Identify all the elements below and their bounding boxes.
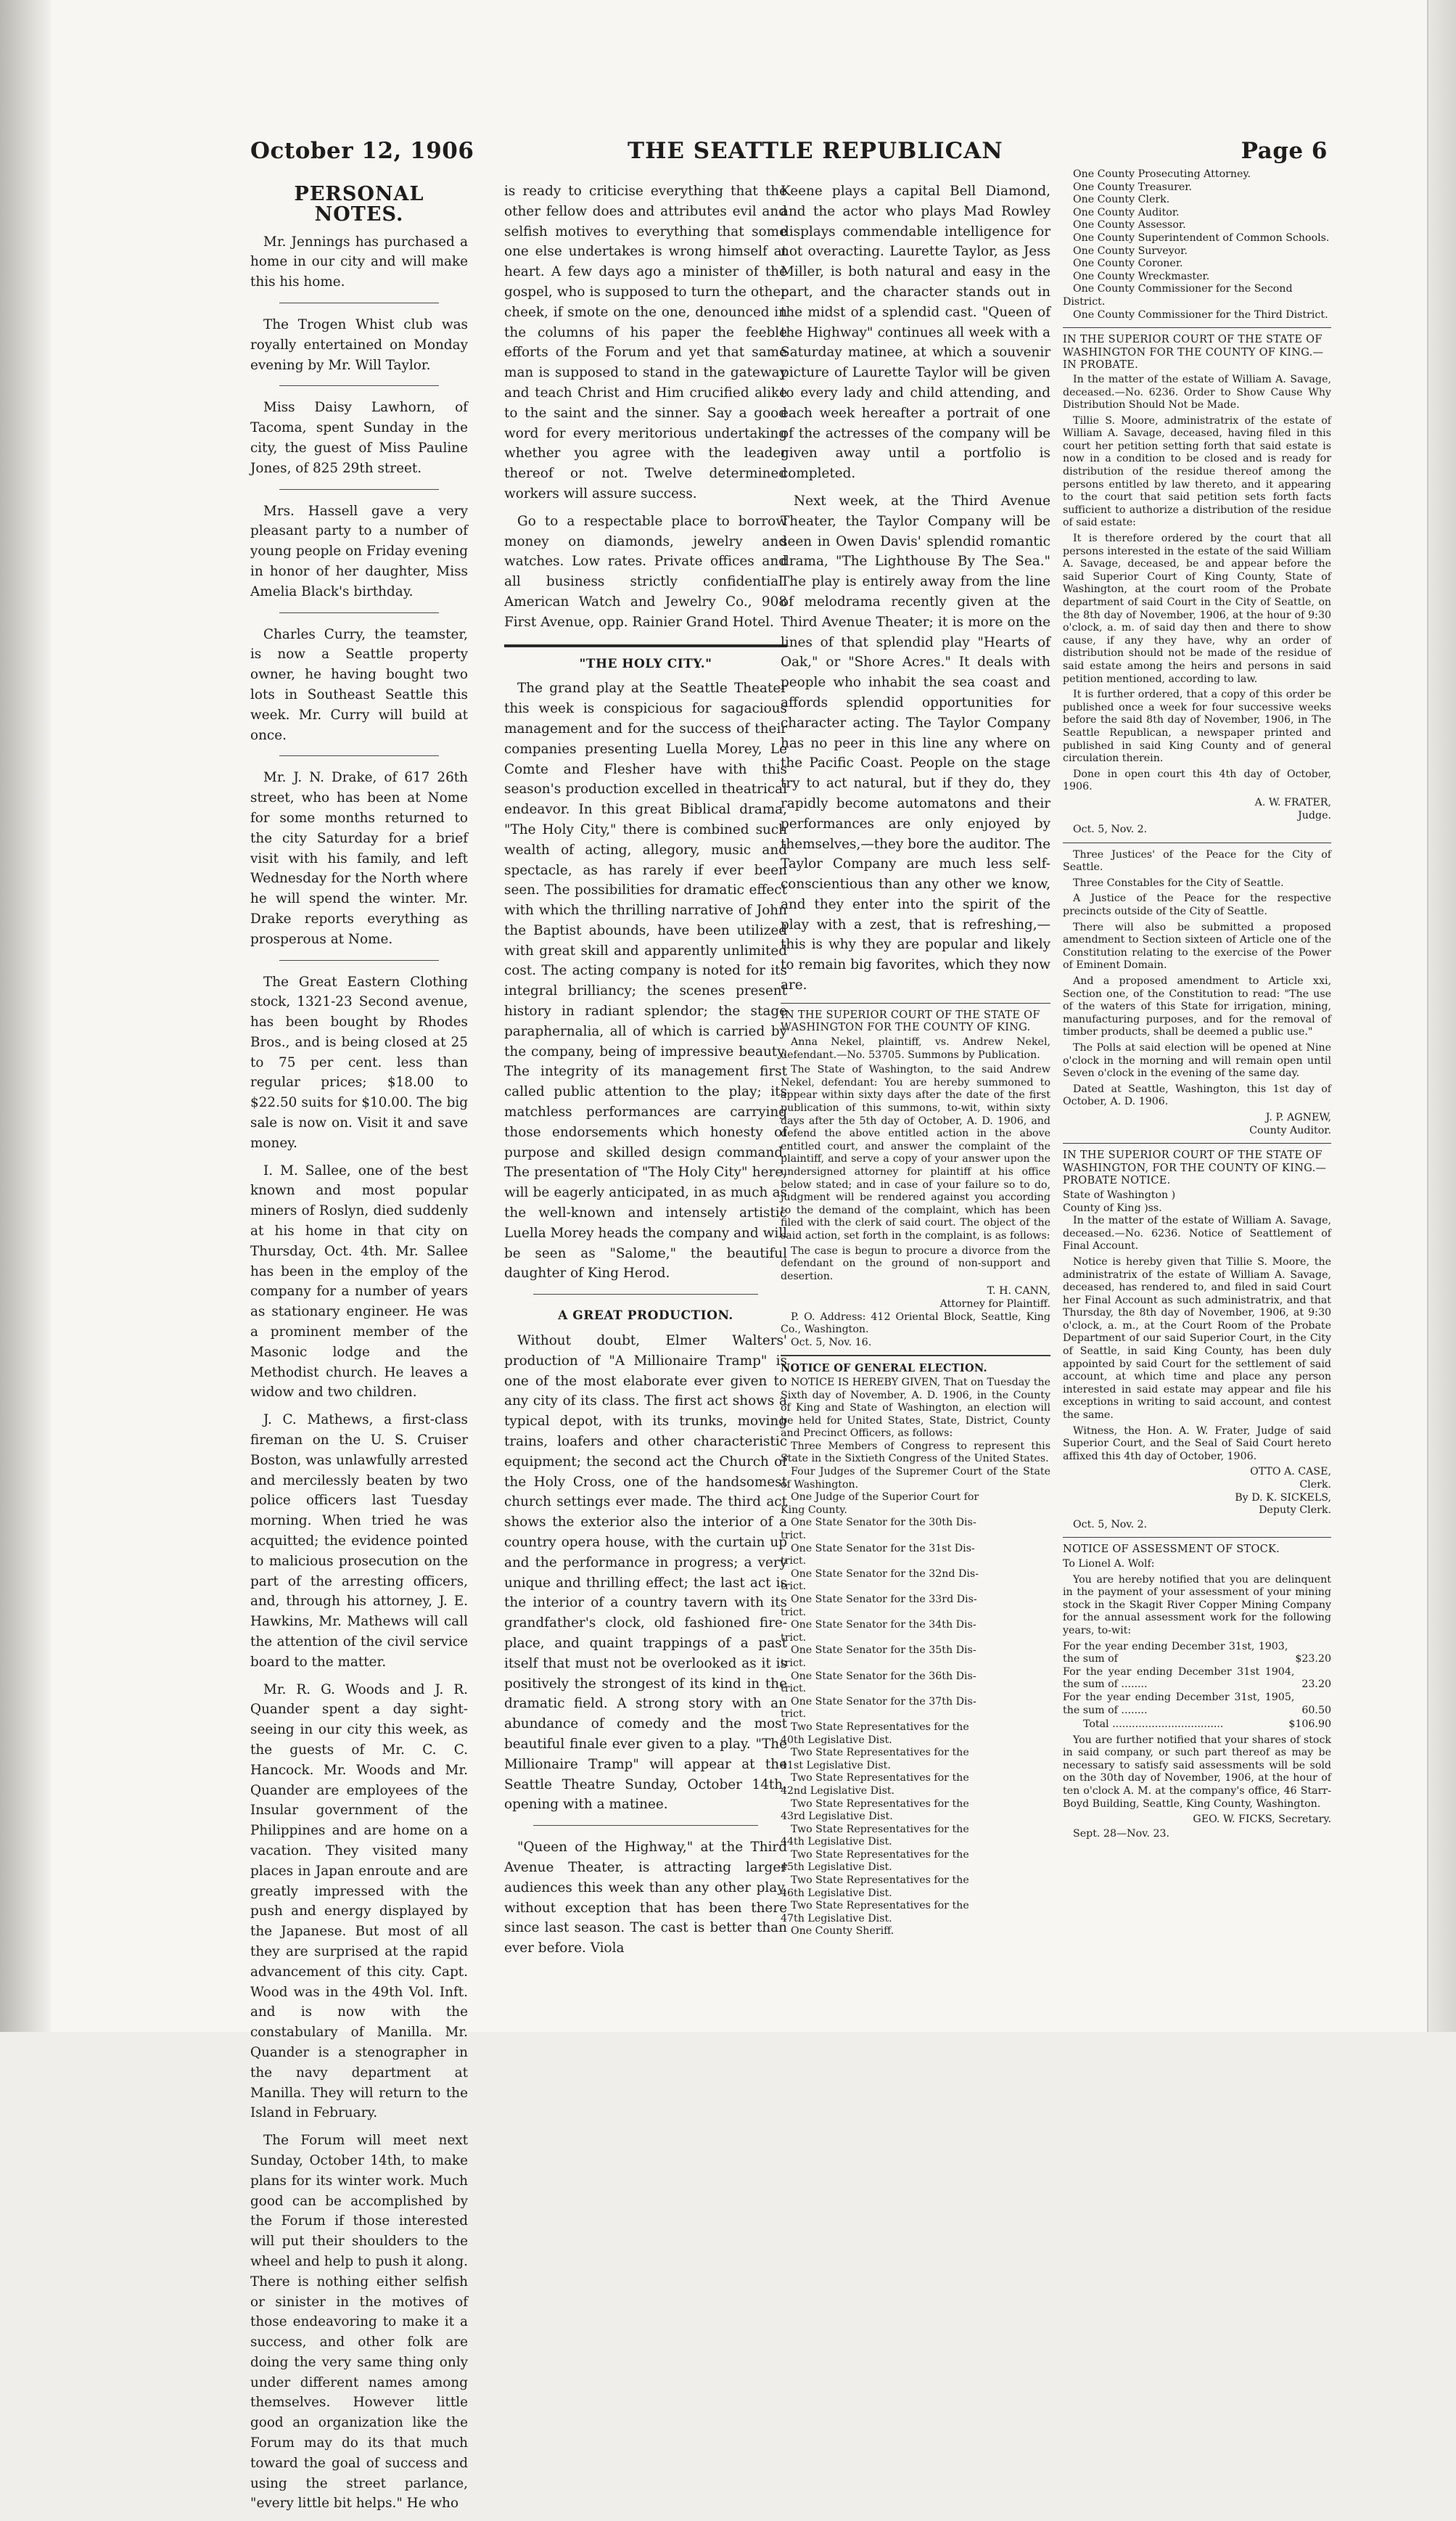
office-entry-line2: 44th Legislative Dist. — [781, 1836, 892, 1848]
clerk-name: OTTO A. CASE, — [1250, 1466, 1331, 1478]
probate-order-body — [1063, 374, 1331, 794]
note-item: The Great Eastern Clothing stock, 1321-23 Second avenue, has been bought by Rhodes Bros., and is being closed at 25 to 75 per cent. less than regular prices; $18.00 to $22.50 suits for $10.00. The big sale is now on. Visit it and save money. — [250, 974, 468, 1151]
office-entry-line1: One State Senator for the 31st Dis- — [791, 1542, 975, 1554]
office-entry — [781, 1900, 1050, 1925]
note-item: Miss Daisy Lawhorn, of Tacoma, spent Sunday in the city, the guest of Miss Pauline Jones, of 825 29th street. — [250, 400, 468, 476]
legal-rule — [781, 1355, 1050, 1356]
office-entry — [781, 1721, 1050, 1747]
probate-order-paragraph: Done in open court this 4th day of October, 1906. — [1063, 768, 1331, 793]
separator — [279, 385, 439, 386]
note-item: J. C. Mathews, a first-class fireman on the U. S. Cruiser Boston, was unlawfully arrested and mercilessly beaten by two police officers last Tuesday morning. When tried he was acquitted; the evidence pointed to malicious prosecution on the part of the arresting officers, and, through his attorney, J. E. Hawkins, Mr. Mathews will call the attention of the civil service board to the matter. — [250, 1412, 468, 1670]
separator — [279, 612, 439, 613]
election-paragraph: Three Justices' of the Peace for the City of Seattle. — [1063, 848, 1331, 874]
office-entry-line1: One State Senator for the 30th Dis- — [791, 1517, 976, 1529]
probate-order-paragraph: Tillie S. Moore, administratrix of the estate of William A. Savage, deceased, having filed in this court her petition setting forth that said estate is now in a condition to be closed and is ready for distribution of the residue thereof among the persons entitled by law thereto, and it appearing to the court that said petition sets forth facts sufficient to authorize a distribution of the residue of said estate: — [1063, 414, 1331, 529]
election-paragraph: The Polls at said election will be opened at Nine o'clock in the morning and will remain open until Seven o'clock in the evening of the same day. — [1063, 1042, 1331, 1080]
binding-shadow — [0, 0, 51, 2032]
stock-notice-heading: NOTICE OF ASSESSMENT OF STOCK. — [1063, 1544, 1280, 1556]
separator — [533, 1825, 758, 1826]
stock-row-amount: 60.50 — [1301, 1704, 1331, 1716]
newspaper-title: THE SEATTLE REPUBLICAN — [628, 138, 1003, 164]
stock-row-label: For the year ending December 31st, 1905, the sum of ........ — [1063, 1691, 1295, 1716]
office-entry-line1: Two State Representatives for the — [791, 1747, 969, 1759]
note-item: The Forum will meet next Sunday, October 14th, to make plans for its winter work. Much good can be accomplished by the Forum if those interested will put their shoulders to the wheel and help to push it along. There is nothing either selfish or sinister in the motives of those endeavoring to make it a success, and other folk are doing the very same thing only under different names among themselves. However little good an organization like the Forum may do its that much toward the goal of success and using the street parlance, "every little bit helps." He who — [250, 2133, 468, 2512]
probate-notice-paragraph: Notice is hereby given that Tillie S. Moore, the administratrix of the estate of William A. Savage, deceased, has rendered to, and filed in said Court her Final Account as such administratrix, and that Thursday, the 8th day of November, 1906, at 9:30 o'clock, a. m., at the Court Room of the Probate Department of our said Superior Court, in the City of Seattle, in said King County, has been duly appointed by said Court for the settlement of said account, at which time and place any person interested in said estate may appear and file his exceptions in writing to said account, and contest the same. — [1063, 1255, 1331, 1422]
office-entry-line2: 47th Legislative Dist. — [781, 1912, 892, 1924]
office-entry-line1: One State Senator for the 32nd Dis- — [791, 1567, 979, 1580]
election-judges: Four Judges of the Supremer Court of the State of Washington. — [781, 1466, 1050, 1491]
office-entry: One County Clerk. — [1073, 194, 1170, 206]
office-entry — [781, 1619, 1050, 1644]
great-production-heading: A GREAT PRODUCTION. — [558, 1308, 733, 1324]
office-entry — [781, 1568, 1050, 1594]
office-entry-line1: Two State Representatives for the — [791, 1772, 969, 1784]
stock-row-amount: $23.20 — [1295, 1653, 1331, 1665]
attorney-title: Attorney for Plaintiff. — [939, 1298, 1050, 1310]
issue-date: October 12, 1906 — [250, 138, 474, 164]
office-entry — [781, 1543, 1050, 1568]
office-entry-line1: Two State Representatives for the — [791, 1823, 969, 1835]
stock-row-amount: 23.20 — [1301, 1678, 1331, 1691]
section-rule — [504, 644, 787, 647]
office-entry-line1: Two State Representatives for the — [791, 1900, 969, 1912]
probate-notice-paragraph: Witness, the Hon. A. W. Frater, Judge of said Superior Court, and the Seal of Said Court hereto affixed this 4th day of October, 1906. — [1063, 1425, 1331, 1462]
office-entry: One County Superintendent of Common Schools. — [1073, 231, 1330, 244]
clerk-title: Clerk. — [1299, 1479, 1331, 1491]
office-entry-line1: One State Senator for the 37th Dis- — [791, 1695, 976, 1708]
election-paragraph: A Justice of the Peace for the respective precincts outside of the City of Seattle. — [1063, 893, 1331, 918]
stock-notice-addressee: To Lionel A. Wolf: — [1063, 1557, 1155, 1570]
probate-notice-paragraph: In the matter of the estate of William A. Savage, deceased.—No. 6236. Notice of Seattlement of Final Account. — [1063, 1215, 1331, 1253]
holy-city-heading: "THE HOLY CITY." — [579, 656, 712, 671]
column-theater-legal — [781, 181, 1050, 1938]
office-entry — [781, 1798, 1050, 1824]
note-item: I. M. Sallee, one of the best known and most popular miners of Roslyn, died suddenly at his home in that city on Thursday, Oct. 4th. Mr. Sallee has been in the employ of the company for a number of years as stationary engineer. He was a prominent member of the Masonic lodge and the Methodist church. He leaves a widow and two children. — [250, 1163, 468, 1401]
note-item: Mr. Jennings has purchased a home in our city and will make this his home. — [250, 234, 468, 290]
office-entry-line2: trict. — [781, 1606, 807, 1618]
stock-row — [1063, 1692, 1331, 1717]
office-entry — [781, 1772, 1050, 1798]
office-entry-line1: One Judge of the Superior Court for — [791, 1491, 979, 1504]
office-entry: One County Assessor. — [1073, 219, 1186, 231]
election-intro: NOTICE IS HEREBY GIVEN, That on Tuesday the Sixth day of November, A. D. 1906, in the County of King and State of Washington, an election will be held for United States, State, District, County and Precinct Officers, as follows: — [781, 1376, 1050, 1440]
office-entry — [781, 1747, 1050, 1772]
separator — [279, 489, 439, 490]
election-congress: Three Members of Congress to represent this State in the Sixtieth Congress of the United States. — [781, 1440, 1050, 1465]
office-entry-line2: 45th Legislative Dist. — [781, 1861, 892, 1874]
election-justices — [1063, 849, 1331, 1109]
note-item: Mr. J. N. Drake, of 617 26th street, who has been at Nome for some months returned to the city Saturday for a brief visit with his family, and left Wednesday for the North where he will spend the winter. Mr. Drake reports everything as prosperous at Nome. — [250, 770, 468, 947]
probate-order-paragraph: It is further ordered, that a copy of this order be published once a week for four successive weeks before the said 8th day of November, 1906, in The Seattle Republican, a newspaper printed and published in said King County and of general circulation therein. — [1063, 689, 1331, 765]
office-entry: One County Wreckmaster. — [1073, 270, 1210, 282]
note-item: Mr. R. G. Woods and J. R. Quander spent a day sight-seeing in our city this week, as the guests of Mr. C. C. Hancock. Mr. Woods and Mr. Quander are employees of the Insular government of the Philippines and are home on a vacation. They visited many places in Japan enroute and are greatly impressed with the push and energy displayed by the Japanese. But most of all they are surprised at the rapid advancement of this city. Capt. Wood was in the 49th Vol. Inft. and is now with the constabulary of Manilla. Mr. Quander is a stenographer in the navy department at Manilla. They will return to the Island in February. — [250, 1681, 468, 2121]
stock-assessment-table — [1063, 1641, 1331, 1718]
election-sheriff: One County Sheriff. — [791, 1925, 894, 1938]
office-entry: One County Prosecuting Attorney. — [1073, 168, 1251, 180]
great-production-article: Without doubt, Elmer Walters' production of "A Millionaire Tramp" is one of the most elaborate ever given to any city of its class. The first act shows a typical depot, with its trunks, moving trains, loafers and other characteristic equipment; the second act the Church of the Holy Cross, one of the handsomest church settings ever made. The third act shows the exterior also the interior of a country opera house, with the curtain up and the performance in progress; a very unique and thrilling effect; the last act is the interior of a country tavern with its grandfather's clock, old fashioned fire-place, and quaint trappings of a past itself that must not be overlooked as it is positively the strongest of its kind in the dramatic field. A strong story with an abundance of comedy and the most beautiful finale ever given to a play. "The Millionaire Tramp" will appear at the Seattle Theatre Sunday, October 14th, opening with a matinee. — [504, 1333, 787, 1813]
probate-order-dates: Oct. 5, Nov. 2. — [1073, 824, 1148, 836]
stock-total-label: Total .................................. — [1083, 1718, 1224, 1731]
office-entry-line2: trict. — [781, 1657, 807, 1669]
deputy-clerk-name: By D. K. SICKELS, — [1235, 1491, 1331, 1504]
office-entry-line2: trict. — [781, 1581, 807, 1593]
office-entry-line2: 42nd Legislative Dist. — [781, 1784, 895, 1797]
separator — [533, 1294, 758, 1295]
office-entry-line1: One State Senator for the 36th Dis- — [791, 1670, 976, 1682]
column-personal-notes — [250, 181, 468, 2521]
legal-rule — [1063, 1143, 1331, 1144]
judge-title: Judge. — [1298, 809, 1331, 821]
office-entry-line2: 41st Legislative Dist. — [781, 1759, 891, 1771]
office-entry-line2: trict. — [781, 1683, 807, 1695]
summons-heading: IN THE SUPERIOR COURT OF THE STATE OF WASHINGTON FOR THE COUNTY OF KING. — [781, 1009, 1040, 1034]
office-entry-line1: Two State Representatives for the — [791, 1848, 969, 1861]
legal-rule — [1063, 1537, 1331, 1538]
office-entry-line2: 46th Legislative Dist. — [781, 1887, 892, 1899]
office-entry — [781, 1517, 1050, 1542]
office-entry: One County Commissioner for the Third District. — [1073, 308, 1328, 321]
office-entry — [781, 1491, 1050, 1517]
election-office-list — [781, 1491, 1050, 1925]
office-entry-line1: Two State Representatives for the — [791, 1721, 969, 1733]
probate-notice-paragraph: County of King )ss. — [1063, 1202, 1162, 1214]
stock-notice-body: You are hereby notified that you are delinquent in the payment of your assessment of your mining stock in the Skagit River Copper Mining Company for the annual assessment work for the following years, to-wit: — [1063, 1573, 1331, 1636]
separator — [279, 755, 439, 756]
lighthouse-article: Next week, at the Third Avenue Theater, the Taylor Company will be seen in Owen Davis' splendid romantic drama, "The Lighthouse By The Sea." The play is entirely away from the line of melodrama recently given at the Third Avenue Theater; it is more on the lines of that splendid play "Hearts of Oak," or "Shore Acres." It deals with people who inhabit the sea coast and affords splendid opportunities for character acting. The Taylor Company has no peer in this line any where on the Pacific Coast. People on the stage try to act natural, but if they do, they rapidly become automatons and their performances are only enjoyed by themselves,—they bore the auditor. The Taylor Company are much less self-conscientious than any other we know, and they enter into the spirit of the play with a zest, that is refreshing,—this is why they are popular and likely to remain big favorites, which they now are. — [781, 493, 1050, 993]
stock-notice-sale: You are further notified that your shares of stock in said company, or such part thereof as may be necessary to satisfy said assessments will be sold on the 30th day of November, 1906, at the hour of ten o'clock A. M. at the company's office, 46 Starr-Boyd Building, Seattle, King County, Washington. — [1063, 1734, 1331, 1810]
office-entry-line1: Two State Representatives for the — [791, 1874, 969, 1887]
stock-row-label: For the year ending December 31st 1904, the sum of ........ — [1063, 1665, 1295, 1691]
office-entry: One County Surveyor. — [1073, 245, 1188, 257]
election-notice — [781, 1362, 1050, 1938]
holy-city-article: The grand play at the Seattle Theater this week is conspicious for sagacious management and for the success of their companies presenting Luella Morey, Le Comte and Flesher have with this season's production excelled in theatrical endeavor. In this great Biblical drama, "The Holy City," there is combined such wealth of acting, allegory, music and spectacle, as has rarely if ever been seen. The possibilities for dramatic effect with which the thrilling narrative of John the Baptist abounds, have been utilized with great skill and apparently unlimited cost. The acting company is noted for its integral brilliancy; the scenes present history in radiant splendor; the stage paraphernalia, all of which is carried by the company, being of impressive beauty. The integrity of its management first called public attention to the play; its matchless performances are carrying those endorsements which honesty of purpose and skilled design command. The presentation of "The Holy City" here, will be eagerly anticipated, in as much as the well-known and intensely artistic Luella Morey heads the company and will be seen as "Salome," the beautiful daughter of King Herod. — [504, 681, 787, 1282]
summons-dates: Oct. 5, Nov. 16. — [791, 1336, 872, 1348]
office-entry: One County Commissioner for the Second District. — [1063, 283, 1293, 308]
stock-row — [1063, 1666, 1331, 1692]
office-entry-line2: trict. — [781, 1631, 807, 1644]
stock-row-label: For the year ending December 31st, 1903, the sum of — [1063, 1640, 1288, 1665]
office-entry-line2: 40th Legislative Dist. — [781, 1734, 892, 1746]
office-entry: One County Coroner. — [1073, 258, 1183, 270]
legal-rule — [781, 1003, 1050, 1004]
queen-highway-article: "Queen of the Highway," at the Third Avenue Theater, is attracting larger audiences this week than any other play, without exception that has been there since last season. The cast is better than ever before. Viola — [504, 1840, 787, 1956]
probate-notice-dates: Oct. 5, Nov. 2. — [1073, 1518, 1148, 1530]
separator — [279, 960, 439, 961]
personal-notes-heading: PERSONAL NOTES. — [294, 183, 424, 226]
office-entry-line1: One State Senator for the 35th Dis- — [791, 1644, 976, 1657]
forum-continuation: is ready to criticise everything that the other fellow does and attributes evil and selfish motives to everything that some one else undertakes is wrong himself at heart. A few days ago a minister of the gospel, who is supposed to turn the other cheek, if smote on the one, denounced in the columns of his paper the feeble efforts of the Forum and yet that same man is supposed to stand in the gateway and teach Christ and Him crucified alike to the saint and the sinner. Say a good word for every meritorious undertaking whether you agree with the leader thereof or not. Twelve determined workers will assure success. — [504, 184, 787, 501]
election-paragraph: Dated at Seattle, Washington, this 1st day of October, A. D. 1906. — [1063, 1083, 1331, 1108]
office-entry-line1: One State Senator for the 34th Dis- — [791, 1619, 976, 1631]
judge-name: A. W. FRATER, — [1254, 796, 1331, 808]
office-entry-line2: King County. — [781, 1504, 847, 1516]
secretary-signature: GEO. W. FICKS, Secretary. — [1193, 1813, 1331, 1826]
legal-rule — [1063, 327, 1331, 328]
jewelry-ad: Go to a respectable place to borrow money on diamonds, jewelry and watches. Low rates. Private offices and all business strictly confidential. American Watch and Jewelry Co., 908 First Avenue, opp. Rainier Grand Hotel. — [504, 513, 787, 630]
summons-body: The State of Washington, to the said Andrew Nekel, defendant: You are hereby summoned to appear within sixty days after the date of the first publication of this summons, to-wit, within sixty days after the 5th day of October, A. D. 1906, and defend the above entitled action in the above entitled court, and answer the complaint of the plaintiff, and serve a copy of your answer upon the undersigned attorney for plaintiff at his office below stated; and in case of your failure so to do, judgment will be rendered against you according to the demand of the complaint, which has been filed with the clerk of said court. The object of the said action, set forth in the complaint, is as follows: — [781, 1064, 1050, 1242]
office-entry-line2: trict. — [781, 1530, 807, 1542]
office-entry: One County Auditor. — [1073, 206, 1180, 218]
summons-notice — [781, 1009, 1050, 1349]
probate-notice-body — [1063, 1189, 1331, 1463]
probate-order-heading: IN THE SUPERIOR COURT OF THE STATE OF WASHINGTON FOR THE COUNTY OF KING.—IN PROBATE. — [1063, 334, 1324, 372]
office-entry-line1: One State Senator for the 33rd Dis- — [791, 1594, 977, 1605]
office-entry-line2: 43rd Legislative Dist. — [781, 1811, 893, 1823]
office-entry — [781, 1849, 1050, 1874]
note-item: Charles Curry, the teamster, is now a Seattle property owner, he having bought two lots in Southeast Seattle this week. Mr. Curry will build at once. — [250, 626, 468, 743]
election-paragraph: And a proposed amendment to Article xxi, Section one, of the Constitution to read: "The use of the waters of this State for irrigation, mining, manufacturing purposes, and for the removal of timber products, shall be deemed a public use." — [1063, 975, 1331, 1038]
column-theater — [504, 181, 787, 1966]
office-entry-line2: trict. — [781, 1708, 807, 1721]
stock-notice-dates: Sept. 28—Nov. 23. — [1073, 1827, 1170, 1840]
office-entry: One County Treasurer. — [1073, 181, 1193, 193]
office-entry — [781, 1594, 1050, 1619]
office-entry — [781, 1824, 1050, 1849]
column-legal-notices — [1063, 168, 1331, 1843]
probate-notice-paragraph: State of Washington ) — [1063, 1189, 1176, 1201]
attorney-address: P. O. Address: 412 Oriental Block, Seattle, King Co., Washington. — [781, 1311, 1050, 1336]
note-item: Mrs. Hassell gave a very pleasant party to a number of young people on Friday evening in honor of her daughter, Miss Amelia Black's birthday. — [250, 503, 468, 599]
page-number: Page 6 — [1241, 138, 1328, 164]
note-item: The Trogen Whist club was royally entertained on Monday evening by Mr. Will Taylor. — [250, 316, 468, 373]
election-paragraph: Three Constables for the City of Seattle. — [1073, 877, 1284, 889]
office-entry-line2: trict. — [781, 1555, 807, 1567]
auditor-name: J. P. AGNEW, — [1265, 1111, 1331, 1123]
probate-notice-heading: IN THE SUPERIOR COURT OF THE STATE OF WASHINGTON, FOR THE COUNTY OF KING.—PROBATE NOTICE. — [1063, 1149, 1327, 1187]
summons-case: Anna Nekel, plaintiff, vs. Andrew Nekel, defendant.—No. 53705. Summons by Publication. — [781, 1036, 1050, 1061]
election-heading: NOTICE OF GENERAL ELECTION. — [781, 1362, 987, 1375]
stock-total-value: $106.90 — [1288, 1718, 1331, 1731]
office-entry-line1: Two State Representatives for the — [791, 1798, 969, 1810]
office-entry — [781, 1874, 1050, 1900]
stock-total-row — [1063, 1718, 1331, 1731]
deputy-clerk-title: Deputy Clerk. — [1259, 1504, 1331, 1517]
probate-order-paragraph: In the matter of the estate of William A. Savage, deceased.—No. 6236. Order to Show Cause Why Distribution Should Not be Made. — [1063, 373, 1331, 411]
probate-order-paragraph: It is therefore ordered by the court that all persons interested in the estate of the said William A. Savage, deceased, be and appear before the said Superior Court of King County, State of Washington, at the court room of the Probate department of said Court in the City of Seattle, on the 8th day of November, 1906, at the hour of 9:30 o'clock, a. m. of said day then and there to show cause, if any they have, why an order of distribution should not be made of the residue of said estate among the heirs and persons in said petition mentioned, according to law. — [1063, 533, 1331, 685]
page-edge — [1427, 0, 1456, 2032]
stock-row — [1063, 1641, 1331, 1666]
queen-highway-continuation: Keene plays a capital Bell Diamond, and the actor who plays Mad Rowley displays commendable intelligence for not overacting. Laurette Taylor, as Jess Miller, is both natural and easy in the part, and the character stands out in the midst of a splendid cast. "Queen of the Highway" continues all week with a Saturday matinee, at which a souvenir picture of Laurette Taylor will be given to every lady and child attending, and each week hereafter a portrait of one of the actresses of the company will be given away until a portfolio is completed. — [781, 184, 1050, 482]
office-entry — [781, 1671, 1050, 1696]
office-entry — [781, 1696, 1050, 1721]
election-paragraph: There will also be submitted a proposed amendment to Section sixteen of Article one of the Constitution relating to the exercise of the Power of Eminent Domain. — [1063, 921, 1331, 972]
election-offices-continued — [1063, 168, 1331, 321]
attorney-name: T. H. CANN, — [987, 1285, 1050, 1298]
summons-object: The case is begun to procure a divorce from the defendant on the ground of non-support and desertion. — [781, 1245, 1050, 1282]
office-entry — [781, 1644, 1050, 1670]
auditor-title: County Auditor. — [1249, 1124, 1331, 1136]
